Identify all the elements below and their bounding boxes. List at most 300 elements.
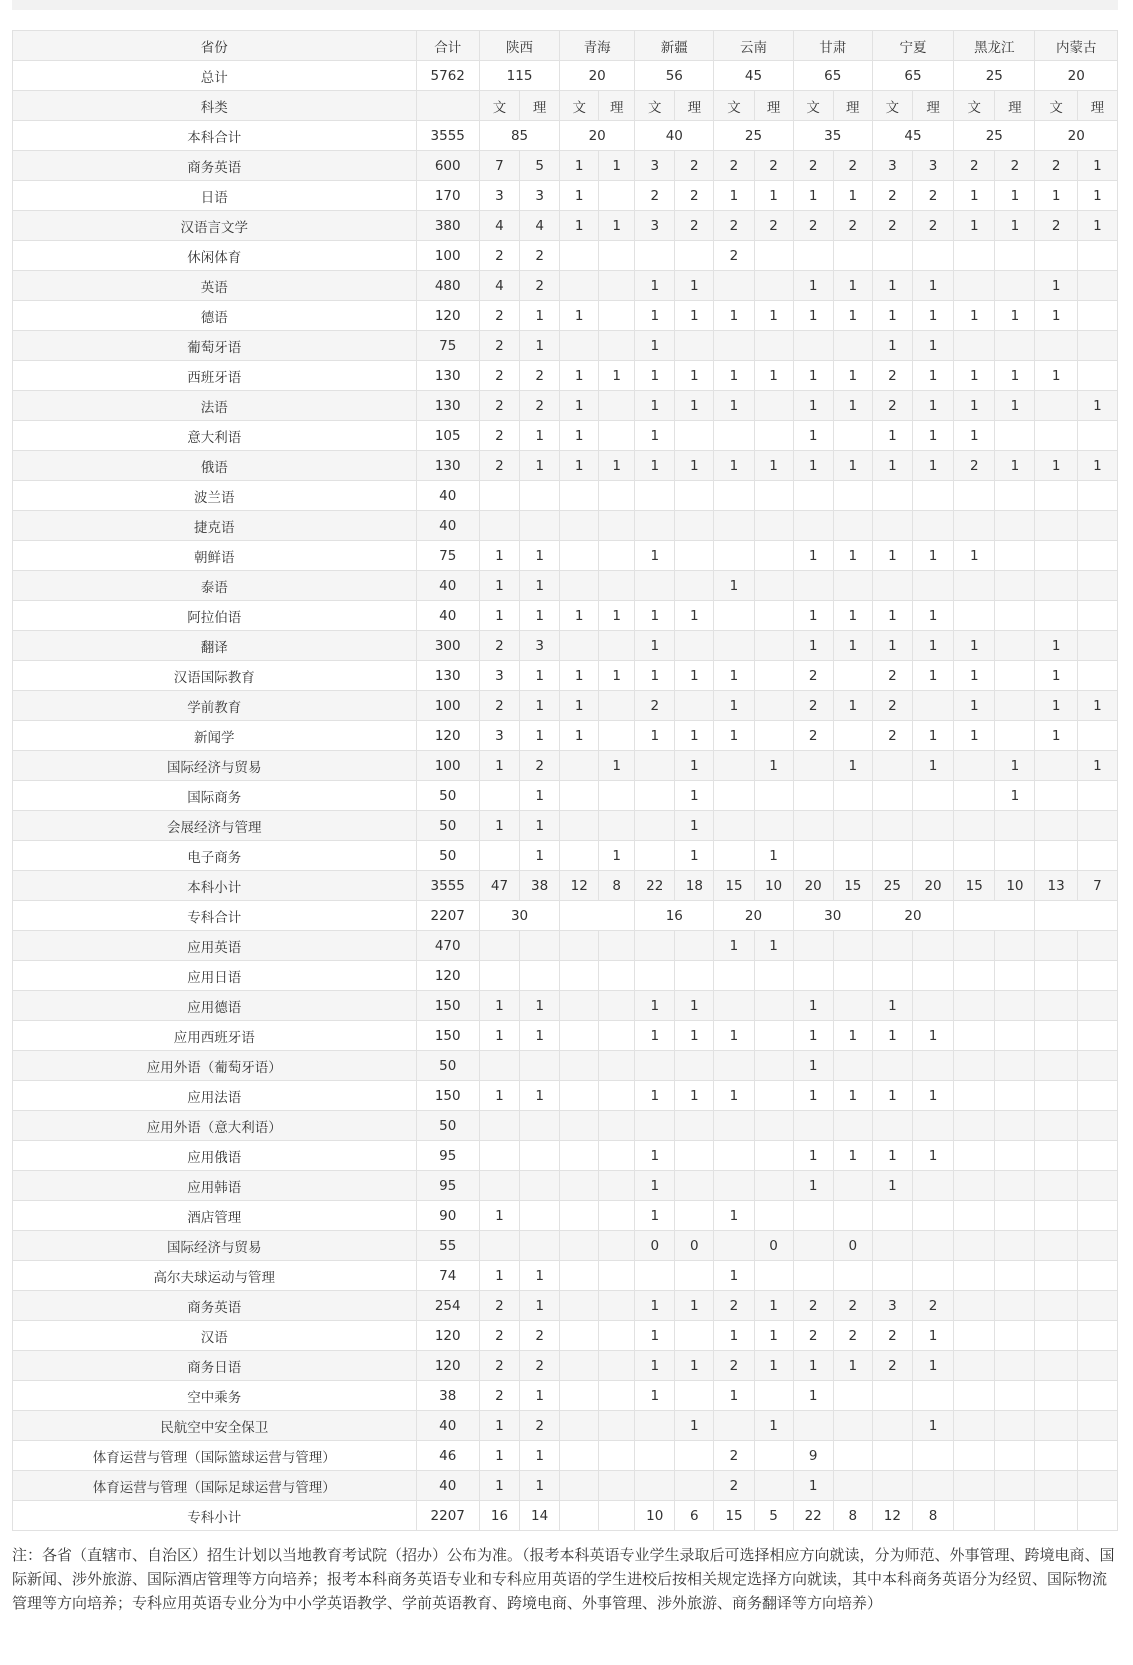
table-cell — [995, 241, 1035, 271]
table-cell: 3 — [872, 1291, 912, 1321]
table-cell: 1 — [793, 1381, 833, 1411]
table-cell: 2 — [479, 1351, 519, 1381]
table-cell — [1035, 1231, 1077, 1261]
table-cell — [995, 421, 1035, 451]
table-cell: 1 — [560, 601, 599, 631]
row-label: 日语 — [13, 181, 417, 211]
table-cell: 1 — [635, 631, 675, 661]
table-cell — [1035, 421, 1077, 451]
table-cell: 1 — [675, 391, 714, 421]
table-cell: 3 — [872, 151, 912, 181]
table-cell: 1 — [995, 451, 1035, 481]
table-cell: 1 — [520, 841, 560, 871]
table-cell — [754, 961, 793, 991]
table-cell — [1035, 601, 1077, 631]
table-cell: 1 — [1077, 691, 1117, 721]
table-cell: 1 — [635, 451, 675, 481]
table-cell — [599, 511, 635, 541]
table-cell — [954, 1021, 995, 1051]
table-cell: 13 — [1035, 871, 1077, 901]
table-cell — [954, 571, 995, 601]
table-cell — [560, 1021, 599, 1051]
table-row — [13, 1231, 1118, 1261]
table-cell — [954, 781, 995, 811]
table-cell — [520, 1141, 560, 1171]
table-cell: 1 — [1035, 181, 1077, 211]
row-label: 高尔夫球运动与管理 — [13, 1261, 417, 1291]
table-cell: 1 — [560, 361, 599, 391]
table-cell: 1 — [520, 1261, 560, 1291]
table-cell: 40 — [416, 1471, 479, 1501]
table-cell — [416, 91, 479, 121]
table-cell: 1 — [635, 361, 675, 391]
table-cell: 10 — [995, 871, 1035, 901]
table-cell — [995, 331, 1035, 361]
table-cell: 1 — [479, 1021, 519, 1051]
row-label: 捷克语 — [13, 511, 417, 541]
table-cell — [635, 841, 675, 871]
table-row — [13, 271, 1118, 301]
table-cell — [754, 271, 793, 301]
table-cell — [912, 1471, 953, 1501]
table-cell — [754, 1381, 793, 1411]
table-cell — [599, 1051, 635, 1081]
table-cell: 1 — [675, 991, 714, 1021]
table-cell — [714, 751, 754, 781]
row-label: 国际经济与贸易 — [13, 1231, 417, 1261]
table-cell: 2 — [479, 1291, 519, 1321]
table-cell — [872, 751, 912, 781]
table-cell — [954, 1051, 995, 1081]
table-cell — [635, 481, 675, 511]
table-cell — [599, 391, 635, 421]
row-label: 德语 — [13, 301, 417, 331]
table-cell: 20 — [912, 871, 953, 901]
table-cell: 25 — [954, 121, 1035, 151]
table-cell: 50 — [416, 811, 479, 841]
table-cell — [599, 1111, 635, 1141]
table-cell — [995, 1081, 1035, 1111]
table-cell: 2 — [714, 151, 754, 181]
table-cell: 38 — [416, 1381, 479, 1411]
table-cell — [1077, 1051, 1117, 1081]
table-cell: 1 — [560, 391, 599, 421]
table-cell — [599, 1201, 635, 1231]
table-cell: 45 — [872, 121, 953, 151]
table-cell — [560, 1171, 599, 1201]
table-cell: 1 — [833, 1141, 872, 1171]
table-cell — [1077, 361, 1117, 391]
table-cell: 100 — [416, 241, 479, 271]
table-cell: 1 — [635, 601, 675, 631]
table-cell: 1 — [520, 1381, 560, 1411]
table-cell: 1 — [675, 1411, 714, 1441]
table-cell — [1035, 841, 1077, 871]
table-cell — [954, 1501, 995, 1531]
table-cell: 3 — [479, 181, 519, 211]
table-cell — [793, 811, 833, 841]
table-cell — [872, 811, 912, 841]
table-cell: 1 — [793, 451, 833, 481]
table-cell — [520, 1111, 560, 1141]
table-cell — [560, 331, 599, 361]
table-cell: 1 — [675, 781, 714, 811]
table-cell: 2 — [872, 1321, 912, 1351]
table-cell — [872, 1231, 912, 1261]
table-cell — [1077, 331, 1117, 361]
table-cell — [1077, 1081, 1117, 1111]
row-label: 汉语国际教育 — [13, 661, 417, 691]
table-cell: 3 — [912, 151, 953, 181]
table-cell: 1 — [520, 1441, 560, 1471]
table-cell: 1 — [833, 1021, 872, 1051]
table-cell — [1035, 1381, 1077, 1411]
table-cell — [479, 931, 519, 961]
table-cell — [833, 811, 872, 841]
table-cell — [560, 1231, 599, 1261]
table-cell — [912, 1261, 953, 1291]
table-cell: 1 — [675, 661, 714, 691]
table-cell — [1077, 271, 1117, 301]
table-cell — [954, 811, 995, 841]
table-cell — [1035, 1351, 1077, 1381]
table-cell: 1 — [714, 1081, 754, 1111]
table-cell — [675, 481, 714, 511]
table-row — [13, 571, 1118, 601]
category-row — [13, 91, 1118, 121]
table-cell: 470 — [416, 931, 479, 961]
table-cell: 青海 — [560, 31, 635, 61]
table-cell: 1 — [599, 151, 635, 181]
table-cell: 130 — [416, 361, 479, 391]
table-cell: 1 — [599, 751, 635, 781]
table-cell — [479, 1051, 519, 1081]
table-cell: 2 — [520, 1321, 560, 1351]
table-cell — [793, 481, 833, 511]
table-cell — [954, 1351, 995, 1381]
total-row — [13, 61, 1118, 91]
table-cell: 1 — [479, 811, 519, 841]
table-cell — [599, 181, 635, 211]
table-cell: 30 — [793, 901, 872, 931]
table-cell: 1 — [599, 451, 635, 481]
table-cell — [560, 1441, 599, 1471]
table-cell — [675, 421, 714, 451]
table-cell — [872, 1051, 912, 1081]
row-label: 应用西班牙语 — [13, 1021, 417, 1051]
table-cell — [754, 391, 793, 421]
table-cell: 2 — [954, 151, 995, 181]
table-cell — [1035, 391, 1077, 421]
table-cell: 75 — [416, 541, 479, 571]
table-cell — [520, 1051, 560, 1081]
table-cell: 1 — [520, 811, 560, 841]
table-cell — [635, 931, 675, 961]
table-cell: 1 — [1035, 271, 1077, 301]
table-cell: 1 — [754, 181, 793, 211]
table-cell — [995, 271, 1035, 301]
table-cell: 18 — [675, 871, 714, 901]
table-cell — [833, 1201, 872, 1231]
row-label: 朝鲜语 — [13, 541, 417, 571]
table-cell — [599, 631, 635, 661]
table-cell: 1 — [675, 721, 714, 751]
table-cell — [479, 1171, 519, 1201]
table-cell — [479, 1111, 519, 1141]
table-cell: 1 — [520, 781, 560, 811]
table-cell — [912, 511, 953, 541]
table-cell: 1 — [1035, 301, 1077, 331]
table-cell: 2 — [793, 151, 833, 181]
table-cell: 1 — [479, 1411, 519, 1441]
table-cell: 1 — [912, 1351, 953, 1381]
table-cell: 1 — [912, 631, 953, 661]
table-cell — [754, 1081, 793, 1111]
table-row — [13, 661, 1118, 691]
table-row — [13, 391, 1118, 421]
table-cell: 1 — [714, 1201, 754, 1231]
table-cell: 65 — [872, 61, 953, 91]
top-bar — [12, 0, 1118, 10]
table-cell: 1 — [635, 541, 675, 571]
table-cell: 1 — [995, 211, 1035, 241]
table-cell — [675, 1381, 714, 1411]
table-cell — [912, 691, 953, 721]
table-cell — [872, 961, 912, 991]
table-cell — [793, 931, 833, 961]
row-label: 商务日语 — [13, 1351, 417, 1381]
row-label: 空中乘务 — [13, 1381, 417, 1411]
row-label: 体育运营与管理（国际足球运营与管理） — [13, 1471, 417, 1501]
table-cell: 1 — [872, 421, 912, 451]
table-cell: 1 — [635, 1021, 675, 1051]
table-cell: 1 — [995, 361, 1035, 391]
table-cell: 1 — [714, 1321, 754, 1351]
table-cell: 2 — [520, 1351, 560, 1381]
table-cell — [1035, 1051, 1077, 1081]
table-cell: 120 — [416, 301, 479, 331]
table-cell: 1 — [479, 601, 519, 631]
table-cell: 95 — [416, 1171, 479, 1201]
table-cell: 30 — [479, 901, 559, 931]
table-cell: 1 — [754, 841, 793, 871]
table-cell — [954, 331, 995, 361]
table-row — [13, 1051, 1118, 1081]
table-cell: 1 — [754, 1351, 793, 1381]
table-cell — [560, 901, 635, 931]
table-cell — [995, 1351, 1035, 1381]
table-cell: 1 — [560, 451, 599, 481]
table-cell: 1 — [793, 361, 833, 391]
table-cell — [599, 691, 635, 721]
table-cell — [833, 481, 872, 511]
table-cell: 1 — [912, 1021, 953, 1051]
table-cell: 甘肃 — [793, 31, 872, 61]
table-cell: 1 — [754, 361, 793, 391]
table-cell — [912, 931, 953, 961]
table-cell: 1 — [793, 1171, 833, 1201]
table-cell — [675, 961, 714, 991]
table-cell — [1077, 931, 1117, 961]
table-cell: 理 — [754, 91, 793, 121]
table-cell: 22 — [793, 1501, 833, 1531]
table-cell — [520, 481, 560, 511]
table-cell: 3 — [635, 151, 675, 181]
table-cell — [995, 1441, 1035, 1471]
table-cell — [635, 781, 675, 811]
row-label: 专科小计 — [13, 1501, 417, 1531]
table-cell — [714, 811, 754, 841]
table-cell: 1 — [954, 301, 995, 331]
table-row — [13, 151, 1118, 181]
table-cell: 1 — [1035, 661, 1077, 691]
table-cell: 85 — [479, 121, 559, 151]
table-cell — [1035, 1171, 1077, 1201]
table-cell: 1 — [520, 721, 560, 751]
table-cell: 1 — [995, 781, 1035, 811]
table-cell: 40 — [416, 511, 479, 541]
table-cell — [560, 631, 599, 661]
table-cell — [675, 1141, 714, 1171]
table-cell — [675, 1441, 714, 1471]
table-cell — [714, 1411, 754, 1441]
table-cell: 1 — [793, 1021, 833, 1051]
table-row — [13, 361, 1118, 391]
row-label: 应用俄语 — [13, 1141, 417, 1171]
table-cell — [675, 571, 714, 601]
table-cell — [560, 931, 599, 961]
table-cell — [995, 841, 1035, 871]
table-cell: 1 — [635, 721, 675, 751]
table-cell — [872, 1261, 912, 1291]
table-cell — [1035, 1321, 1077, 1351]
table-cell: 1 — [912, 361, 953, 391]
table-cell — [560, 1321, 599, 1351]
table-cell — [995, 691, 1035, 721]
table-cell: 2 — [520, 241, 560, 271]
junior-total-row — [13, 901, 1118, 931]
table-cell: 1 — [754, 1291, 793, 1321]
table-cell — [954, 1471, 995, 1501]
table-cell: 2 — [793, 661, 833, 691]
table-row — [13, 991, 1118, 1021]
table-cell — [1077, 301, 1117, 331]
row-label: 休闲体育 — [13, 241, 417, 271]
table-cell: 2 — [793, 721, 833, 751]
table-cell — [560, 1141, 599, 1171]
table-cell: 1 — [520, 991, 560, 1021]
table-cell: 120 — [416, 1351, 479, 1381]
table-cell: 1 — [793, 1081, 833, 1111]
table-cell: 1 — [1077, 151, 1117, 181]
table-cell — [1077, 571, 1117, 601]
table-cell — [1077, 1231, 1117, 1261]
table-cell: 理 — [1077, 91, 1117, 121]
table-cell — [754, 1201, 793, 1231]
table-cell — [1035, 1141, 1077, 1171]
row-label: 电子商务 — [13, 841, 417, 871]
table-cell: 50 — [416, 781, 479, 811]
table-cell — [675, 1111, 714, 1141]
table-cell — [560, 1051, 599, 1081]
table-cell — [754, 1051, 793, 1081]
table-cell: 25 — [714, 121, 793, 151]
table-cell — [833, 241, 872, 271]
table-cell: 1 — [599, 601, 635, 631]
table-cell: 10 — [754, 871, 793, 901]
table-cell: 1 — [1077, 451, 1117, 481]
table-cell: 1 — [754, 451, 793, 481]
table-cell: 1 — [520, 301, 560, 331]
table-cell: 1 — [520, 661, 560, 691]
table-cell — [872, 1411, 912, 1441]
table-cell — [793, 1201, 833, 1231]
table-cell: 1 — [954, 181, 995, 211]
table-row — [13, 1441, 1118, 1471]
table-cell — [912, 991, 953, 1021]
table-cell: 1 — [954, 631, 995, 661]
table-cell — [793, 331, 833, 361]
table-cell — [1077, 1171, 1117, 1201]
table-cell — [1077, 421, 1117, 451]
table-cell: 1 — [954, 661, 995, 691]
table-cell — [560, 541, 599, 571]
table-cell — [954, 1141, 995, 1171]
table-cell — [954, 601, 995, 631]
table-cell: 1 — [560, 211, 599, 241]
table-cell — [599, 1321, 635, 1351]
table-cell: 1 — [714, 181, 754, 211]
table-cell: 2 — [872, 361, 912, 391]
table-cell — [1077, 1501, 1117, 1531]
table-cell — [599, 811, 635, 841]
table-cell — [599, 1081, 635, 1111]
table-cell: 1 — [872, 271, 912, 301]
table-cell — [560, 781, 599, 811]
table-cell — [1077, 541, 1117, 571]
table-cell — [520, 931, 560, 961]
table-cell — [995, 961, 1035, 991]
table-cell: 1 — [675, 751, 714, 781]
table-cell — [714, 541, 754, 571]
table-cell — [1077, 841, 1117, 871]
table-cell — [599, 241, 635, 271]
table-cell — [1035, 541, 1077, 571]
table-cell: 1 — [872, 1171, 912, 1201]
table-cell: 1 — [1077, 181, 1117, 211]
table-cell — [954, 1081, 995, 1111]
table-cell: 40 — [416, 571, 479, 601]
table-cell — [954, 1411, 995, 1441]
table-cell — [1035, 1261, 1077, 1291]
table-cell — [995, 481, 1035, 511]
table-cell: 1 — [675, 841, 714, 871]
table-cell — [714, 841, 754, 871]
table-cell — [560, 1291, 599, 1321]
table-cell: 2 — [675, 151, 714, 181]
table-cell: 15 — [714, 1501, 754, 1531]
table-cell: 1 — [833, 1081, 872, 1111]
table-cell: 0 — [675, 1231, 714, 1261]
table-cell — [912, 1051, 953, 1081]
table-cell: 1 — [872, 541, 912, 571]
table-cell: 1 — [479, 1081, 519, 1111]
table-cell: 1 — [714, 301, 754, 331]
table-cell: 8 — [599, 871, 635, 901]
table-cell: 2 — [793, 1321, 833, 1351]
table-cell — [560, 1381, 599, 1411]
table-cell: 3 — [520, 631, 560, 661]
